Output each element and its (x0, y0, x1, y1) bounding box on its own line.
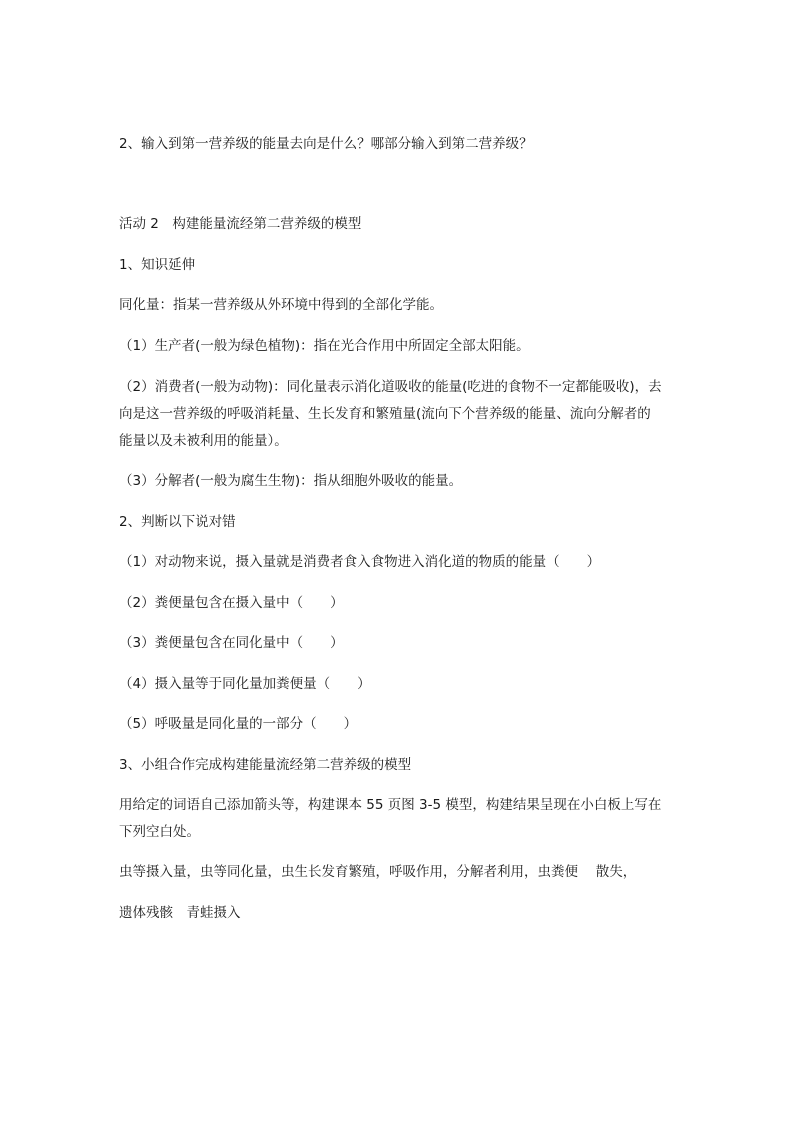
section-3-heading: 3、小组合作完成构建能量流经第二营养级的模型 (119, 757, 412, 773)
judge-item-5: （5）呼吸量是同化量的一部分（ ） (119, 716, 358, 732)
question-2: 2、输入到第一营养级的能量去向是什么？哪部分输入到第二营养级？ (119, 136, 533, 152)
section-1-heading: 1、知识延伸 (119, 257, 196, 273)
decomposer-item: （3）分解者(一般为腐生生物)：指从细胞外吸收的能量。 (119, 473, 463, 489)
terms-line-1: 虫等摄入量，虫等同化量，虫生长发育繁殖，呼吸作用，分解者利用，虫粪便 散失， (119, 864, 637, 880)
producer-item: （1）生产者(一般为绿色植物)：指在光合作用中所固定全部太阳能。 (119, 338, 530, 354)
consumer-item-line-2: 向是这一营养级的呼吸消耗量、生长发育和繁殖量(流向下个营养级的能量、流向分解者的 (119, 406, 651, 422)
judge-item-3: （3）粪便量包含在同化量中（ ） (119, 635, 344, 651)
judge-item-2: （2）粪便量包含在摄入量中（ ） (119, 595, 344, 611)
section-2-heading: 2、判断以下说对错 (119, 514, 236, 530)
assimilation-definition: 同化量：指某一营养级从外环境中得到的全部化学能。 (119, 297, 443, 313)
consumer-item-line-1: （2）消费者(一般为动物)：同化量表示消化道吸收的能量(吃进的食物不一定都能吸收)，去 (119, 379, 662, 395)
activity-2-title: 活动 2 构建能量流经第二营养级的模型 (119, 216, 362, 232)
instruction-line-2: 下列空白处。 (119, 824, 200, 840)
judge-item-1: （1）对动物来说，摄入量就是消费者食入食物进入消化道的物质的能量（ ） (119, 554, 601, 570)
consumer-item-line-3: 能量以及未被利用的能量）。 (119, 433, 288, 449)
instruction-line-1: 用给定的词语自己添加箭头等，构建课本 55 页图 3-5 模型，构建结果呈现在小白板上写在 (119, 797, 662, 813)
terms-line-2: 遗体残骸 青蛙摄入 (119, 905, 241, 921)
judge-item-4: （4）摄入量等于同化量加粪便量（ ） (119, 676, 371, 692)
